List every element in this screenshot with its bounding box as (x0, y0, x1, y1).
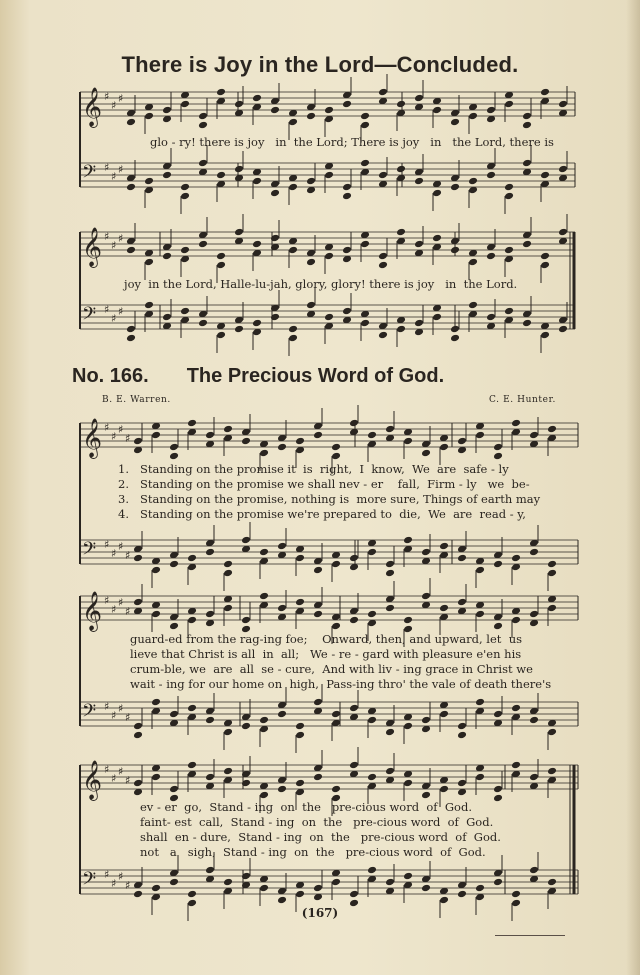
svg-text:♯: ♯ (118, 540, 124, 553)
svg-text:♯: ♯ (125, 432, 131, 445)
svg-text:♯: ♯ (104, 230, 110, 243)
verse-1-line-1 (118, 462, 509, 476)
svg-text:♯: ♯ (118, 596, 124, 609)
svg-text:♯: ♯ (118, 870, 124, 883)
footer-rule (495, 935, 565, 936)
verse-number: 1. (118, 462, 129, 476)
lyric-text: Standing on the promise we shall nev - er fall, Firm - ly we be- (140, 477, 530, 491)
verse-2-line-2: lieve that Christ is all in all; We - re - gard with pleasure e'en his (130, 647, 522, 661)
hymn-number: No. 166. (72, 365, 149, 387)
verse-4-line-1 (118, 507, 526, 521)
svg-text:♯: ♯ (111, 547, 117, 560)
svg-text:𝄢: 𝄢 (82, 304, 97, 329)
lyric-text: Standing on the promise we're prepared to die, We are read - y, (140, 507, 526, 521)
svg-text:𝄞: 𝄞 (82, 87, 103, 127)
svg-text:♯: ♯ (111, 430, 117, 443)
verse-3-line-2: crum-ble, we are all se - cure, And with liv - ing grace in Christ we (130, 662, 533, 676)
verse-number: 2. (118, 477, 129, 491)
svg-text:𝄢: 𝄢 (82, 539, 97, 564)
svg-text:♯: ♯ (125, 711, 131, 724)
svg-text:♯: ♯ (125, 879, 131, 892)
svg-text:♯: ♯ (104, 538, 110, 551)
verse-2-line-1 (118, 477, 530, 491)
svg-text:𝄞: 𝄞 (82, 227, 103, 267)
svg-text:♯: ♯ (118, 163, 124, 176)
svg-text:♯: ♯ (104, 594, 110, 607)
svg-text:𝄞: 𝄞 (82, 591, 103, 631)
svg-text:♯: ♯ (111, 170, 117, 183)
svg-text:♯: ♯ (118, 92, 124, 105)
svg-text:♯: ♯ (104, 303, 110, 316)
svg-text:♯: ♯ (104, 90, 110, 103)
music-credit: C. E. Hunter. (489, 395, 556, 405)
verse-number: 3. (118, 492, 129, 506)
svg-text:♯: ♯ (104, 700, 110, 713)
svg-text:𝄢: 𝄢 (82, 162, 97, 187)
svg-text:𝄢: 𝄢 (82, 701, 97, 726)
verse-4-line-2: wait - ing for our home on high, Pass-ing thro' the vale of death there's (130, 677, 552, 691)
svg-text:♯: ♯ (111, 709, 117, 722)
lyric-text: Standing on the promise it is right, I know, We are safe - ly (140, 462, 509, 476)
words-credit: B. E. Warren. (102, 395, 171, 405)
verse-2-line-3: faint- est call, Stand - ing on the pre-cious word of God. (140, 815, 494, 829)
svg-text:𝄞: 𝄞 (82, 418, 103, 458)
svg-text:♯: ♯ (111, 99, 117, 112)
continued-lyrics-line-1: glo - ry! there is joy in the Lord; There is joy in the Lord, there is (150, 135, 554, 149)
svg-text:♯: ♯ (104, 421, 110, 434)
svg-text:♯: ♯ (111, 877, 117, 890)
svg-text:♯: ♯ (111, 772, 117, 785)
svg-text:𝄢: 𝄢 (82, 869, 97, 894)
svg-text:♯: ♯ (111, 312, 117, 325)
svg-text:𝄞: 𝄞 (82, 760, 103, 800)
hymn-title: The Precious Word of God. (186, 365, 445, 387)
svg-text:♯: ♯ (125, 774, 131, 787)
svg-text:♯: ♯ (118, 702, 124, 715)
svg-text:♯: ♯ (104, 161, 110, 174)
svg-text:♯: ♯ (118, 423, 124, 436)
page-number: (167) (301, 906, 339, 920)
verse-3-line-3: shall en - dure, Stand - ing on the pre-cious word of God. (140, 830, 501, 844)
verse-3-line-1 (118, 492, 540, 506)
svg-text:♯: ♯ (104, 763, 110, 776)
hymn-heading (72, 365, 482, 388)
verse-1-line-2: guard-ed from the rag-ing foe; Onward, then, and upward, let us (130, 632, 522, 646)
svg-text:♯: ♯ (125, 605, 131, 618)
continued-song-title: There is Joy in the Lord—Concluded. (121, 52, 519, 77)
continued-lyrics-line-2: joy in the Lord, Halle-lu-jah, glory, glory! there is joy in the Lord. (124, 277, 518, 291)
svg-text:♯: ♯ (104, 868, 110, 881)
svg-text:♯: ♯ (118, 305, 124, 318)
svg-text:♯: ♯ (111, 239, 117, 252)
svg-text:♯: ♯ (111, 603, 117, 616)
svg-text:♯: ♯ (125, 549, 131, 562)
verse-number: 4. (118, 507, 129, 521)
verse-1-line-3: ev - er go, Stand - ing on the pre-cious word of God. (140, 800, 472, 814)
svg-text:♯: ♯ (118, 765, 124, 778)
verse-4-line-3: not a sigh, Stand - ing on the pre-cious word of God. (140, 845, 486, 859)
lyric-text: Standing on the promise, nothing is more sure, Things of earth may (140, 492, 541, 506)
svg-text:♯: ♯ (118, 232, 124, 245)
